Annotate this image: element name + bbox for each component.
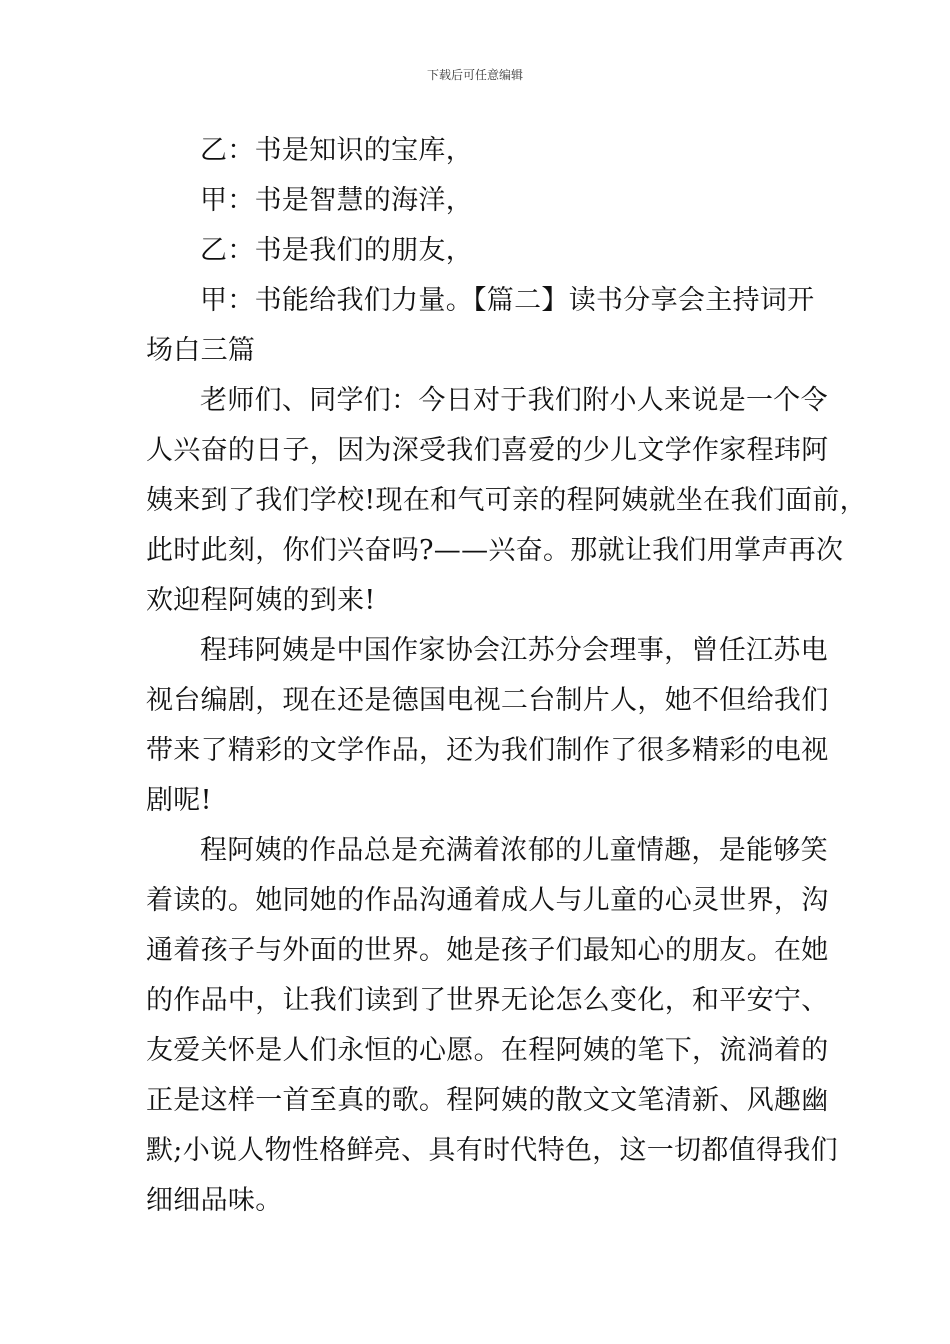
text-line: 正是这样一首至真的歌。程阿姨的散文文笔清新、风趣幽 bbox=[146, 1085, 829, 1116]
text-line: 带来了精彩的文学作品，还为我们制作了很多精彩的电视 bbox=[146, 735, 829, 766]
text-line: 着读的。她同她的作品沟通着成人与儿童的心灵世界，沟 bbox=[146, 885, 829, 916]
text-line: 默;小说人物性格鲜亮、具有时代特色，这一切都值得我们 bbox=[146, 1135, 838, 1166]
text-line: 欢迎程阿姨的到来! bbox=[146, 585, 376, 616]
text-line: 此时此刻，你们兴奋吗?——兴奋。那就让我们用掌声再次 bbox=[146, 535, 844, 566]
dialogue-line: 甲：书能给我们力量。【篇二】读书分享会主持词开 bbox=[200, 285, 815, 316]
dialogue-line: 乙：书是我们的朋友， bbox=[200, 235, 473, 266]
dialogue-line: 乙：书是知识的宝库， bbox=[200, 135, 473, 166]
text-line: 的作品中，让我们读到了世界无论怎么变化，和平安宁、 bbox=[146, 985, 829, 1016]
text-line: 姨来到了我们学校!现在和气可亲的程阿姨就坐在我们面前， bbox=[146, 485, 867, 516]
header-note: 下载后可任意编辑 bbox=[426, 68, 523, 82]
text-line: 人兴奋的日子，因为深受我们喜爱的少儿文学作家程玮阿 bbox=[146, 435, 829, 466]
text-line: 通着孩子与外面的世界。她是孩子们最知心的朋友。在她 bbox=[146, 935, 829, 966]
document-body bbox=[146, 126, 867, 1226]
text-line: 场白三篇 bbox=[146, 335, 256, 366]
text-line: 友爱关怀是人们永恒的心愿。在程阿姨的笔下，流淌着的 bbox=[146, 1035, 829, 1066]
text-line: 剧呢! bbox=[146, 785, 212, 816]
dialogue-line: 甲：书是智慧的海洋， bbox=[200, 185, 473, 216]
paragraph-first-line: 程玮阿姨是中国作家协会江苏分会理事，曾任江苏电 bbox=[200, 635, 828, 666]
text-line: 细细品味。 bbox=[146, 1185, 283, 1216]
paragraph-first-line: 老师们、同学们：今日对于我们附小人来说是一个令 bbox=[200, 385, 828, 416]
text-line: 视台编剧，现在还是德国电视二台制片人，她不但给我们 bbox=[146, 685, 829, 716]
paragraph-first-line: 程阿姨的作品总是充满着浓郁的儿童情趣，是能够笑 bbox=[200, 835, 828, 866]
